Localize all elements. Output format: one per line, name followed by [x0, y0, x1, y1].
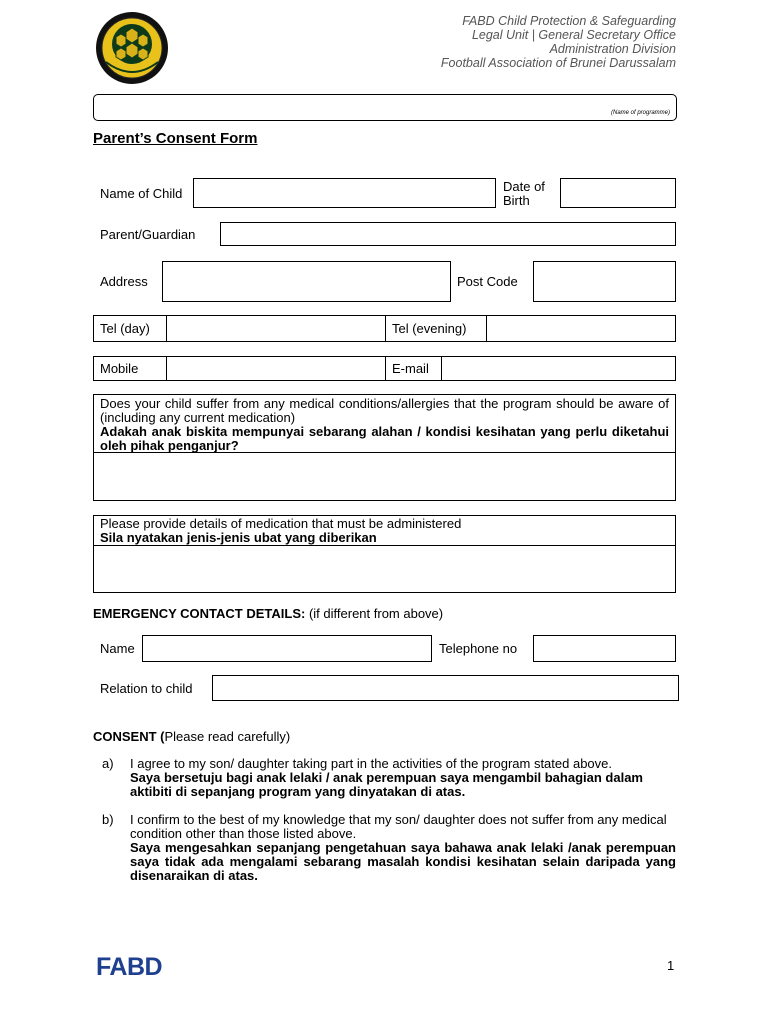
tel-day-cell — [94, 316, 167, 341]
medication-question-en: Please provide details of medication that must be administered — [100, 516, 462, 531]
medical-question-ms: Adakah anak biskita mempunyai sebarang alahan / kondisi kesihatan yang perlu diketahui oleh pihak penganjur? — [100, 424, 669, 453]
emergency-name-label: Name — [100, 641, 135, 656]
mobile-input[interactable] — [167, 357, 386, 380]
relation-to-child-label: Relation to child — [100, 681, 193, 696]
programme-name-input[interactable] — [93, 94, 677, 121]
medical-conditions-input[interactable] — [94, 453, 675, 500]
emergency-telephone-label: Telephone no — [439, 641, 518, 656]
emergency-name-input[interactable] — [142, 635, 432, 662]
consent-item-a-en: I agree to my son/ daughter taking part in the activities of the program stated above. — [130, 756, 612, 771]
name-of-child-label: Name of Child — [100, 186, 183, 201]
consent-item-a-ms: Saya bersetuju bagi anak lelaki / anak perempuan saya mengambil bahagian dalam aktibiti di sepanjang program yang dinyatakan di atas. — [130, 770, 643, 799]
medication-input[interactable] — [94, 546, 675, 592]
header-line-1: FABD Child Protection & Safeguarding — [462, 14, 676, 28]
address-label: Address — [100, 274, 148, 289]
name-of-child-input[interactable] — [193, 178, 496, 208]
tel-evening-input[interactable] — [487, 316, 675, 341]
header-line-4: Football Association of Brunei Darussalam — [440, 56, 676, 70]
header-line-2: Legal Unit | General Secretary Office — [471, 28, 676, 42]
emergency-telephone-input[interactable] — [533, 635, 676, 662]
consent-item-b-marker: b) — [102, 812, 114, 827]
email-input[interactable] — [442, 357, 675, 380]
email-cell — [386, 357, 442, 380]
dob-label-line1: Date of — [503, 179, 545, 194]
fabd-crest-logo — [94, 10, 170, 86]
footer-fabd-logo: FABD — [96, 953, 163, 981]
medical-conditions-section — [93, 394, 676, 501]
mobile-row — [93, 356, 676, 381]
address-input[interactable] — [162, 261, 451, 302]
email-label: E-mail — [392, 361, 429, 376]
date-of-birth-input[interactable] — [560, 178, 676, 208]
dob-label-line2: Birth — [503, 193, 530, 208]
relation-to-child-input[interactable] — [212, 675, 679, 701]
parent-guardian-label: Parent/Guardian — [100, 227, 196, 242]
emergency-note: (if different from above) — [308, 606, 444, 621]
programme-name-hint: (Name of programme) — [610, 110, 670, 116]
consent-item-a-marker: a) — [102, 756, 114, 771]
emergency-heading: EMERGENCY CONTACT DETAILS: — [93, 606, 306, 621]
tel-day-label: Tel (day) — [100, 321, 150, 336]
parent-guardian-input[interactable] — [220, 222, 676, 246]
header-line-3: Administration Division — [549, 42, 676, 56]
consent-item-b-ms: Saya mengesahkan sepanjang pengetahuan saya bahawa anak lelaki /anak perempuan saya tidak ada mengalami sebarang masalah kondisi kesihatan selain daripada yang disenaraikan di atas. — [130, 840, 676, 883]
mobile-label: Mobile — [100, 361, 139, 376]
page-number: 1 — [667, 958, 675, 973]
medication-question-ms: Sila nyatakan jenis-jenis ubat yang diberikan — [100, 530, 377, 545]
medical-question-en: Does your child suffer from any medical conditions/allergies that the program should be aware of (including any current medication) — [100, 396, 669, 425]
post-code-input[interactable] — [533, 261, 676, 302]
tel-evening-label: Tel (evening) — [392, 321, 467, 336]
emergency-heading-line — [93, 606, 443, 621]
consent-item-b-en: I confirm to the best of my knowledge that my son/ daughter does not suffer from any medical condition other than those listed above. — [130, 812, 667, 841]
mobile-cell — [94, 357, 167, 380]
consent-note: Please read carefully) — [164, 729, 291, 744]
consent-heading: CONSENT ( — [93, 729, 165, 744]
form-title: Parent’s Consent Form — [93, 130, 258, 147]
tel-row — [93, 315, 676, 342]
tel-day-input[interactable] — [167, 316, 386, 341]
consent-heading-line — [93, 729, 290, 744]
medication-section — [93, 515, 676, 593]
post-code-label: Post Code — [457, 274, 518, 289]
tel-evening-cell — [386, 316, 487, 341]
